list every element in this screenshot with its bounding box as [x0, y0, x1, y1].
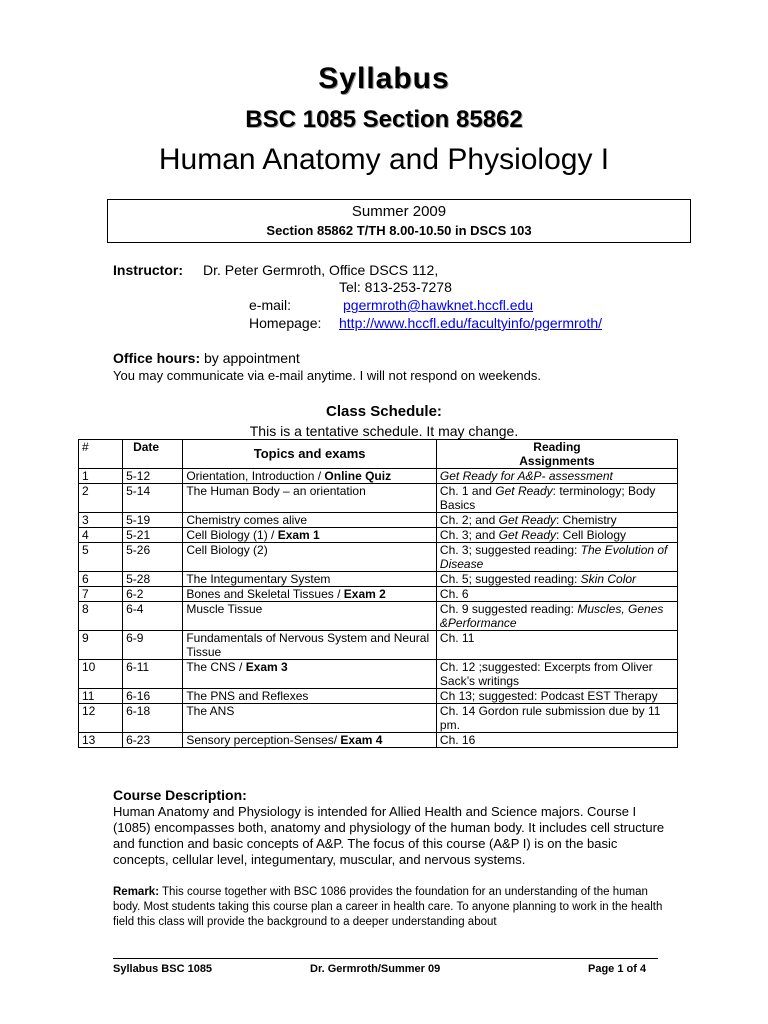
email-label: e-mail: — [249, 297, 292, 313]
row-topic — [183, 689, 437, 704]
row-reading-segment: Ch. 3; suggested reading: — [439, 543, 581, 557]
row-topic-text: Bones and Skeletal Tissues / — [186, 587, 344, 601]
row-topic-text: The Human Body – an orientation — [186, 484, 366, 498]
row-reading — [436, 513, 677, 528]
row-topic — [183, 484, 437, 513]
row-date: 6-16 — [123, 689, 183, 704]
instructor-tel: Tel: 813-253-7278 — [339, 279, 452, 295]
row-exam: Exam 2 — [343, 587, 386, 601]
row-topic — [183, 543, 437, 572]
row-topic — [183, 469, 437, 484]
row-num: 7 — [79, 587, 123, 602]
term-section: Section 85862 T/TH 8.00-10.50 in DSCS 103 — [266, 223, 532, 238]
row-num: 13 — [79, 733, 123, 748]
row-topic-text: Sensory perception-Senses/ — [186, 733, 341, 747]
row-date: 5-12 — [123, 469, 183, 484]
remark-text: This course together with BSC 1086 provides the foundation for an understanding of the human body. Most students taking this course plan a career in health care. To anyone planning to work in the health field this class will provide the background to a deeper understanding about — [113, 886, 663, 928]
row-topic — [183, 660, 437, 689]
term-box — [107, 199, 691, 243]
row-reading-segment: Get Ready for A&P- assessment — [439, 469, 613, 483]
schedule-subtitle: This is a tentative schedule. It may change. — [249, 423, 519, 439]
row-topic-text: The PNS and Reflexes — [186, 689, 309, 703]
row-reading-segment: Ch. 5; suggested reading: — [439, 572, 581, 586]
row-num: 11 — [79, 689, 123, 704]
row-num: 1 — [79, 469, 123, 484]
row-reading-segment: Muscles, Genes &Performance — [439, 602, 664, 630]
row-topic-text: Chemistry comes alive — [186, 513, 308, 527]
schedule-row — [79, 602, 678, 631]
row-exam: Exam 3 — [245, 660, 288, 674]
row-reading-segment: Ch 13; suggested: Podcast EST Therapy — [439, 689, 658, 703]
office-hours — [113, 350, 300, 366]
row-exam: Exam 4 — [340, 733, 383, 747]
header-date: Date — [123, 440, 183, 469]
row-topic — [183, 704, 437, 733]
row-reading — [436, 704, 677, 733]
row-date: 5-26 — [123, 543, 183, 572]
row-reading — [436, 572, 677, 587]
term-name: Summer 2009 — [351, 203, 447, 220]
row-topic-text: The CNS / — [186, 660, 246, 674]
course-remark — [113, 885, 673, 930]
row-reading — [436, 469, 677, 484]
row-reading — [436, 660, 677, 689]
document-title: Syllabus — [318, 62, 450, 95]
schedule-table — [78, 439, 678, 748]
row-topic-text: Fundamentals of Nervous System and Neural Tissue — [186, 631, 430, 659]
instructor-name: Dr. Peter Germroth, Office DSCS 112, — [203, 262, 439, 278]
row-reading-segment: : terminology; Body Basics — [439, 484, 656, 512]
row-reading — [436, 543, 677, 572]
row-reading-segment: Ch. 1 and — [439, 484, 496, 498]
row-topic-text: The ANS — [186, 704, 235, 718]
row-reading-segment: Ch. 9 suggested reading: — [439, 602, 578, 616]
row-date: 5-28 — [123, 572, 183, 587]
schedule-row — [79, 587, 678, 602]
row-num: 12 — [79, 704, 123, 733]
row-reading-segment: Get Ready — [498, 528, 556, 542]
header-reading — [436, 440, 677, 469]
row-topic-text: Orientation, Introduction / — [186, 469, 325, 483]
schedule-row — [79, 689, 678, 704]
row-reading-segment: Ch. 16 — [439, 733, 476, 747]
row-reading-segment: : Chemistry — [556, 513, 617, 527]
row-num: 2 — [79, 484, 123, 513]
row-reading-segment: Get Ready — [495, 484, 553, 498]
row-reading-segment: Ch. 12 ;suggested: Excerpts from Oliver Sack’s writings — [439, 660, 653, 688]
header-topic: Topics and exams — [183, 440, 437, 469]
row-num: 5 — [79, 543, 123, 572]
row-reading — [436, 631, 677, 660]
row-date: 6-9 — [123, 631, 183, 660]
row-topic — [183, 513, 437, 528]
schedule-title: Class Schedule: — [326, 403, 442, 420]
header-reading-line1: Reading — [533, 440, 581, 454]
schedule-row — [79, 631, 678, 660]
row-date: 5-14 — [123, 484, 183, 513]
footer-divider — [113, 958, 658, 959]
remark-label: Remark: — [113, 886, 160, 898]
row-reading — [436, 484, 677, 513]
header-num: # — [79, 440, 123, 469]
row-reading-segment: Ch. 2; and — [439, 513, 499, 527]
row-date: 5-21 — [123, 528, 183, 543]
row-topic — [183, 733, 437, 748]
schedule-row — [79, 704, 678, 733]
row-num: 4 — [79, 528, 123, 543]
row-exam: Online Quiz — [324, 469, 392, 483]
schedule-row — [79, 484, 678, 513]
row-reading-segment: The Evolution of Disease — [439, 543, 668, 571]
row-date: 5-19 — [123, 513, 183, 528]
row-topic — [183, 528, 437, 543]
row-reading — [436, 528, 677, 543]
footer-left: Syllabus BSC 1085 — [113, 963, 213, 975]
row-reading-segment: Skin Color — [580, 572, 637, 586]
row-reading-segment: Ch. 14 Gordon rule submission due by 11 pm. — [439, 704, 661, 732]
row-date: 6-11 — [123, 660, 183, 689]
row-reading-segment: Ch. 11 — [439, 631, 475, 645]
row-reading-segment: Ch. 3; and — [439, 528, 499, 542]
row-reading-segment: Get Ready — [498, 513, 556, 527]
email-link[interactable]: pgermroth@hawknet.hccfl.edu — [343, 297, 534, 313]
schedule-row — [79, 733, 678, 748]
row-reading-segment: : Cell Biology — [556, 528, 627, 542]
row-exam: Exam 1 — [277, 528, 320, 542]
row-date: 6-2 — [123, 587, 183, 602]
homepage-link[interactable]: http://www.hccfl.edu/facultyinfo/pgermroth/ — [339, 315, 603, 331]
schedule-row — [79, 543, 678, 572]
row-topic-text: The Integumentary System — [186, 572, 331, 586]
course-description-body: Human Anatomy and Physiology is intended for Allied Health and Science majors. Course I (1085) encompasses both, anatomy and physiology of the human body. It includes cell structure and function and basic concepts of A&P. The focus of this course (A&P I) is on the basic concepts, cellular level, integumentary, muscular, and nervous systems. — [113, 804, 665, 867]
footer-right: Page 1 of 4 — [588, 963, 647, 975]
row-date: 6-4 — [123, 602, 183, 631]
course-description-title: Course Description: — [113, 787, 247, 803]
course-name: Human Anatomy and Physiology I — [158, 143, 610, 176]
schedule-row — [79, 572, 678, 587]
footer-center: Dr. Germroth/Summer 09 — [310, 963, 441, 975]
row-reading — [436, 733, 677, 748]
row-date: 6-18 — [123, 704, 183, 733]
row-topic-text: Cell Biology (2) — [186, 543, 268, 557]
schedule-row — [79, 660, 678, 689]
office-hours-value: by appointment — [200, 350, 300, 366]
row-reading-segment: Ch. 6 — [439, 587, 469, 601]
schedule-row — [79, 528, 678, 543]
row-reading — [436, 587, 677, 602]
row-topic-text: Cell Biology (1) / — [186, 528, 278, 542]
row-reading — [436, 689, 677, 704]
schedule-row — [79, 469, 678, 484]
schedule-row — [79, 513, 678, 528]
row-reading — [436, 602, 677, 631]
row-topic — [183, 587, 437, 602]
office-hours-note: You may communicate via e-mail anytime. I will not respond on weekends. — [113, 368, 542, 383]
row-num: 8 — [79, 602, 123, 631]
row-num: 9 — [79, 631, 123, 660]
schedule-header-row — [79, 440, 678, 469]
row-topic-text: Muscle Tissue — [186, 602, 263, 616]
row-num: 10 — [79, 660, 123, 689]
course-code: BSC 1085 Section 85862 — [245, 106, 523, 133]
row-topic — [183, 572, 437, 587]
row-num: 3 — [79, 513, 123, 528]
homepage-label: Homepage: — [249, 315, 322, 331]
row-date: 6-23 — [123, 733, 183, 748]
row-topic — [183, 631, 437, 660]
instructor-label: Instructor: — [113, 262, 183, 278]
office-hours-label: Office hours: — [113, 350, 201, 366]
row-num: 6 — [79, 572, 123, 587]
header-reading-line2: Assignments — [519, 454, 595, 468]
row-topic — [183, 602, 437, 631]
